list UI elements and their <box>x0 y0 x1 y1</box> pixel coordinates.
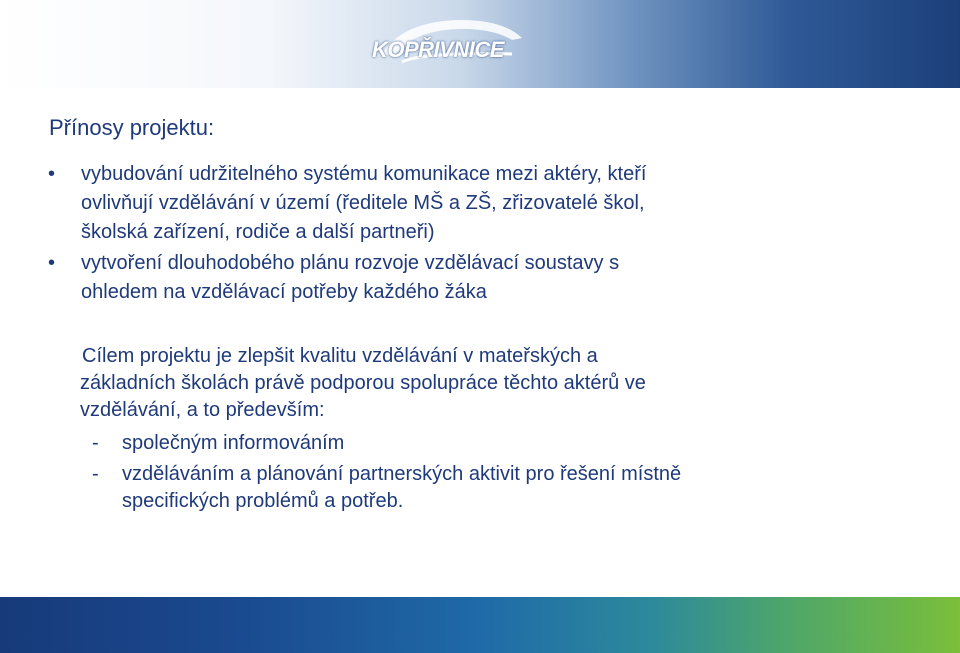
bullet-line: školská zařízení, rodiče a další partneři) <box>81 221 435 243</box>
list-item <box>48 160 928 247</box>
benefits-list <box>48 160 928 309</box>
bullet-line: vytvoření dlouhodobého plánu rozvoje vzdělávací soustavy s <box>81 252 620 274</box>
sub-line: vzděláváním a plánování partnerských aktivit pro řešení místně <box>122 463 682 485</box>
list-item <box>92 461 892 515</box>
bullet-line: ohledem na vzdělávací potřeby každého žáka <box>81 281 487 303</box>
list-item <box>48 249 928 307</box>
dash-icon: - <box>92 432 99 454</box>
sub-line: specifických problémů a potřeb. <box>122 490 404 512</box>
list-item <box>92 430 892 457</box>
dash-icon: - <box>92 463 99 485</box>
project-goal <box>82 343 892 424</box>
goal-sub-list <box>92 430 892 519</box>
bullet-line: vybudování udržitelného systému komunikace mezi aktéry, kteří <box>81 163 647 185</box>
logo-text: KOPŘIVNICE <box>372 37 504 62</box>
bullet-line: ovlivňují vzdělávání v území (ředitele MŠ a ZŠ, zřizovatelé škol, <box>81 192 645 214</box>
slide-title: Přínosy projektu: <box>49 115 215 140</box>
bullet-icon: • <box>48 163 56 185</box>
goal-line: Cílem projektu je zlepšit kvalitu vzdělávání v mateřských a <box>82 345 598 367</box>
footer-band <box>0 597 960 653</box>
goal-line: základních školách právě podporou spolupráce těchto aktérů ve <box>80 372 646 394</box>
bullet-icon: • <box>48 252 56 274</box>
sub-line: společným informováním <box>122 432 345 454</box>
goal-line: vzdělávání, a to především: <box>80 399 325 421</box>
